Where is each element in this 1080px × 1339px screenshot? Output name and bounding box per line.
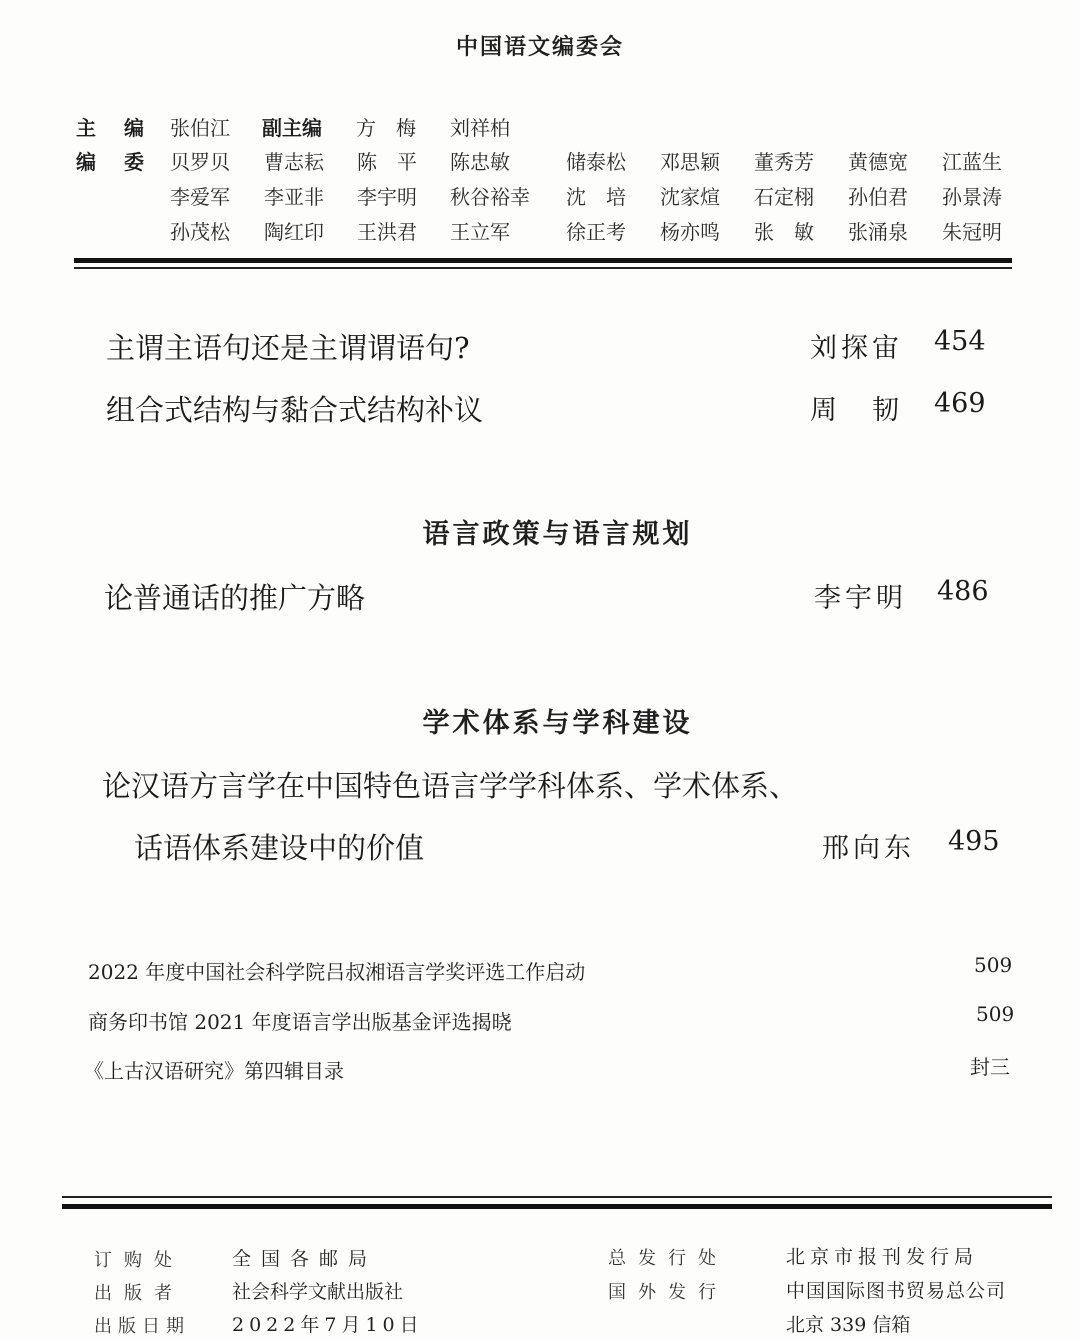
article-page-number: 469 xyxy=(934,388,986,419)
board-member: 江蓝生 xyxy=(942,150,1002,174)
article-title: 论汉语方言学在中国特色语言学学科体系、学术体系、 xyxy=(102,769,799,803)
divider-rule xyxy=(74,267,1012,269)
colophon-value: 北京 339 信箱 xyxy=(786,1314,911,1336)
colophon-label: 出版日期 xyxy=(94,1316,190,1337)
article-title: 组合式结构与黏合式结构补议 xyxy=(106,393,484,427)
board-member: 张涌泉 xyxy=(848,220,908,244)
board-member: 朱冠明 xyxy=(942,220,1002,244)
board-member: 陈忠敏 xyxy=(450,150,510,174)
deputy-editor-name: 刘祥柏 xyxy=(450,116,510,140)
board-member: 李亚非 xyxy=(264,185,324,209)
divider-rule xyxy=(74,258,1012,263)
notice-title: 商务印书馆 2021 年度语言学出版基金评选揭晓 xyxy=(88,1010,512,1034)
board-member: 孙景涛 xyxy=(942,185,1002,209)
board-member: 陶红印 xyxy=(264,220,324,244)
board-member: 陈 平 xyxy=(357,150,417,174)
article-author: 邢向东 xyxy=(822,833,915,864)
article-page-number: 454 xyxy=(934,326,986,357)
colophon-label: 国外发行 xyxy=(608,1282,728,1303)
board-member: 李宇明 xyxy=(357,185,417,209)
section-heading: 语言政策与语言规划 xyxy=(422,519,693,550)
colophon-value: 全国各邮局 xyxy=(232,1248,378,1270)
board-member: 孙茂松 xyxy=(170,220,230,244)
board-member: 沈家煊 xyxy=(660,185,720,209)
notice-page-number: 509 xyxy=(976,1002,1015,1026)
notice-page-number: 509 xyxy=(974,953,1013,977)
article-title: 论普通话的推广方略 xyxy=(104,581,366,615)
board-member: 李爱军 xyxy=(170,185,230,209)
deputy-editor-name: 方 梅 xyxy=(356,116,416,140)
deputy-editor-role: 副主编 xyxy=(262,116,322,140)
notice-title: 2022 年度中国社会科学院吕叔湘语言学奖评选工作启动 xyxy=(88,960,586,984)
board-member: 秋谷裕幸 xyxy=(450,185,530,209)
board-member: 邓思颖 xyxy=(660,150,720,174)
board-member: 贝罗贝 xyxy=(170,150,230,174)
board-member: 董秀芳 xyxy=(754,150,814,174)
editorial-board-title: 中国语文编委会 xyxy=(455,35,624,60)
divider-rule xyxy=(62,1196,1052,1198)
notice-page-number: 封三 xyxy=(970,1055,1010,1079)
colophon-value: 2022年7月10日 xyxy=(232,1314,424,1336)
section-heading: 学术体系与学科建设 xyxy=(422,708,693,739)
article-page-number: 486 xyxy=(937,576,989,607)
board-member: 张 敏 xyxy=(754,220,814,244)
divider-rule xyxy=(62,1204,1052,1209)
notice-title: 《上古汉语研究》第四辑目录 xyxy=(84,1059,344,1083)
board-member: 孙伯君 xyxy=(848,185,908,209)
article-title: 主谓主语句还是主谓谓语句? xyxy=(106,331,470,365)
colophon-value: 中国国际图书贸易总公司 xyxy=(786,1280,1007,1302)
chief-editor-name: 张伯江 xyxy=(170,116,230,140)
board-member: 杨亦鸣 xyxy=(660,220,720,244)
colophon-label: 总发行处 xyxy=(608,1248,728,1269)
article-author: 李宇明 xyxy=(814,583,907,614)
article-author: 周 韧 xyxy=(810,395,903,426)
board-member: 曹志耘 xyxy=(264,150,324,174)
article-page-number: 495 xyxy=(948,826,1000,857)
board-member: 石定栩 xyxy=(754,185,814,209)
board-member: 徐正考 xyxy=(566,220,626,244)
board-member: 储泰松 xyxy=(566,150,626,174)
chief-editor-role: 主 编 xyxy=(76,116,148,140)
article-title-continued: 话语体系建设中的价值 xyxy=(134,831,425,865)
colophon-label: 订购处 xyxy=(94,1250,184,1271)
colophon-value: 社会科学文献出版社 xyxy=(232,1281,404,1303)
board-member: 沈 培 xyxy=(566,185,626,209)
board-member: 王立军 xyxy=(450,220,510,244)
article-author: 刘探宙 xyxy=(810,333,903,364)
colophon-value: 北京市报刊发行局 xyxy=(786,1246,979,1268)
board-member: 王洪君 xyxy=(357,220,417,244)
colophon-label: 出版者 xyxy=(94,1283,184,1304)
board-member: 黄德宽 xyxy=(848,150,908,174)
board-members-role: 编 委 xyxy=(76,150,148,174)
